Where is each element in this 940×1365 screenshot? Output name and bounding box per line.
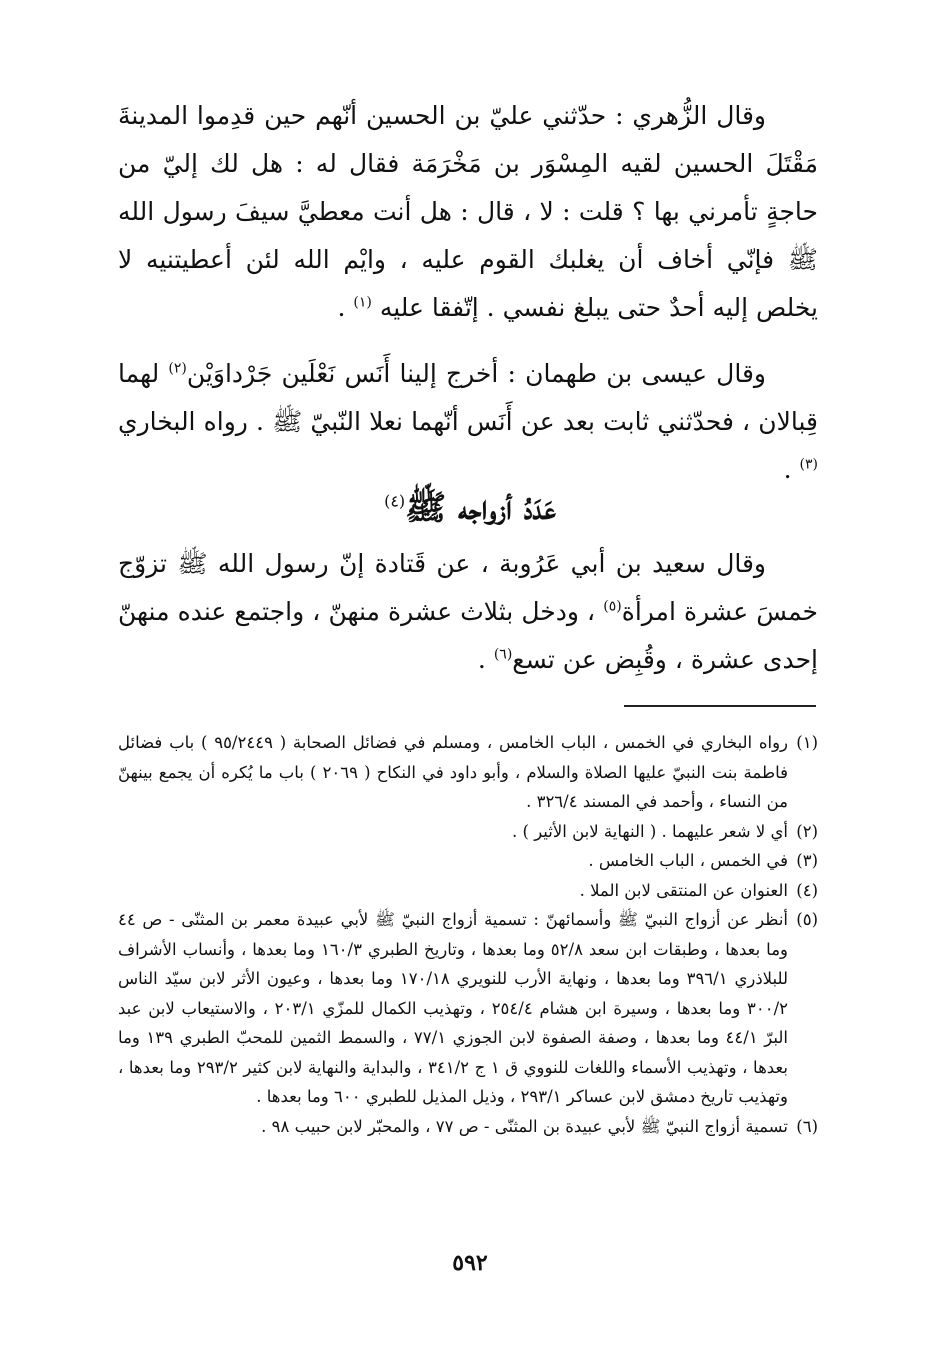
footnote-number: (٢) [796,821,818,841]
footnote-1 [118,728,818,817]
footnote-5 [118,905,818,1112]
footnotes [118,728,818,1141]
footnote-6 [118,1112,818,1142]
footnote-4 [118,876,818,906]
paragraph-text: وقال عيسى بن طهمان : أخرج إلينا أَنَس نَعْلَين جَرْداوَيْن [186,359,766,388]
footnote-ref-4[interactable]: (٤) [384,491,406,511]
footnote-text: في الخمس ، الباب الخامس . [588,851,788,870]
paragraph-text: لهما قِبالان ، فحدّثني ثابت بعد عن أَنَس أنّهما نعلا النّبيّ ﷺ . رواه البخاري [118,359,818,436]
main-text [118,92,818,494]
heading-text: عَدَدُ أزواجه ﷺ [405,488,556,528]
footnote-number: (٤) [796,880,818,900]
paragraph-qatada [118,540,818,684]
footnote-text: أي لا شعر عليهما . ( النهاية لابن الأثير ) . [512,821,788,841]
footnote-ref-5[interactable]: (٥) [603,598,622,615]
footnote-3 [118,846,818,876]
footnote-number: (٦) [796,1116,818,1136]
footnote-number: (٥) [796,910,818,929]
paragraph-end: . [477,645,494,674]
footnote-text: تسمية أزواج النبيّ ﷺ لأبي عبيدة بن المثنّى - ص ٧٧ ، والمحبّر لابن حبيب ٩٨ . [261,1116,788,1136]
footnote-text: العنوان عن المنتقى لابن الملا . [579,880,788,900]
footnote-text: أنظر عن أزواج النبيّ ﷺ وأسمائهنّ : تسمية أزواج النبيّ ﷺ لأبي عبيدة معمر بن المثنّى - ص ٤٤ وما بعدها ، وطبقات ابن سعد ٥٢/٨ وما بعدها ، وتاريخ الطبري ١٦٠/٣ وما بعدها ، وأنساب الأشراف للبلاذري ٣٩٦/١ وما بعدها ، ونهاية الأرب للنويري ١٧٠/١٨ وما بعدها ، وعيون الأثر لابن سيّد الناس ٣٠٠/٢ وما بعدها ، وسيرة ابن هشام ٢٥٤/٤ ، وتهذيب الكمال للمزّي ٢٠٣/١ ، والاستيعاب لابن عبد البرّ ٤٤/١ وما بعدها ، وصفة الصفوة لابن الجوزي ٧٧/١ ، والسمط الثمين للمحبّ الطبري ١٣٩ وما بعدها ، وتهذيب الأسماء واللغات للنووي ق ١ ج ٣٤١/٢ ، والبداية والنهاية لابن كثير ٢٩٣/٢ وما بعدها ، وتهذيب تاريخ دمشق لابن عساكر ٢٩٣/١ ، وذيل المذيل للطبري ٦٠٠ وما بعدها . [118,910,788,1106]
footnote-ref-2[interactable]: (٢) [168,360,187,377]
footnote-text: رواه البخاري في الخمس ، الباب الخامس ، ومسلم في فضائل الصحابة ( ٩٥/٢٤٤٩ ) باب فضائل فاطمة بنت النبيّ عليها الصلاة والسلام ، وأبو داود في النكاح ( ٢٠٦٩ ) باب ما يُكره أن يجمع بينهنّ من النساء ، وأحمد في المسند ٣٢٦/٤ . [118,733,789,811]
paragraph-end: . [783,455,800,484]
section-heading [0,478,940,538]
footnote-ref-6[interactable]: (٦) [493,646,513,663]
footnote-number: (١) [796,733,818,752]
paragraph-text: وقال الزُّهري : حدّثني عليّ بن الحسين أنّهم حين قدِموا المدينةَ مَقْتَلَ الحسين لقيه المِسْوَر بن مَخْرَمَة فقال له : هل لك إليّ من حاجةٍ تأمرني بها ؟ قلت : لا ، قال : هل أنت معطيَّ سيفَ رسول الله ﷺ فإنّي أخاف أن يغلبك القوم عليه ، وايْم الله لئن أعطيتنيه لا يخلص إليه أحدٌ حتى يبلغ نفسي . إتّفقا عليه [118,101,818,322]
paragraph-end: . [337,293,354,322]
footnote-2 [118,817,818,847]
footnote-ref-1[interactable]: (١) [353,294,372,311]
footnote-separator [624,705,816,707]
page-number: ٥٩٢ [452,1250,488,1276]
paragraph-zuhri [118,92,818,332]
paragraph-text: ، ودخل بثلاث عشرة منهنّ ، واجتمع عنده منهنّ إحدى عشرة ، وقُبِض عن تسع [118,597,818,674]
paragraph-isa [118,350,818,494]
paragraph-text: وقال سعيد بن أبي عَرُوبة ، عن قَتادة إنّ رسول الله ﷺ تزوّج خمسَ عشرة امرأة [118,549,819,626]
footnote-ref-3[interactable]: (٣) [799,456,818,473]
footnote-number: (٣) [796,851,818,870]
section-text [118,540,818,684]
